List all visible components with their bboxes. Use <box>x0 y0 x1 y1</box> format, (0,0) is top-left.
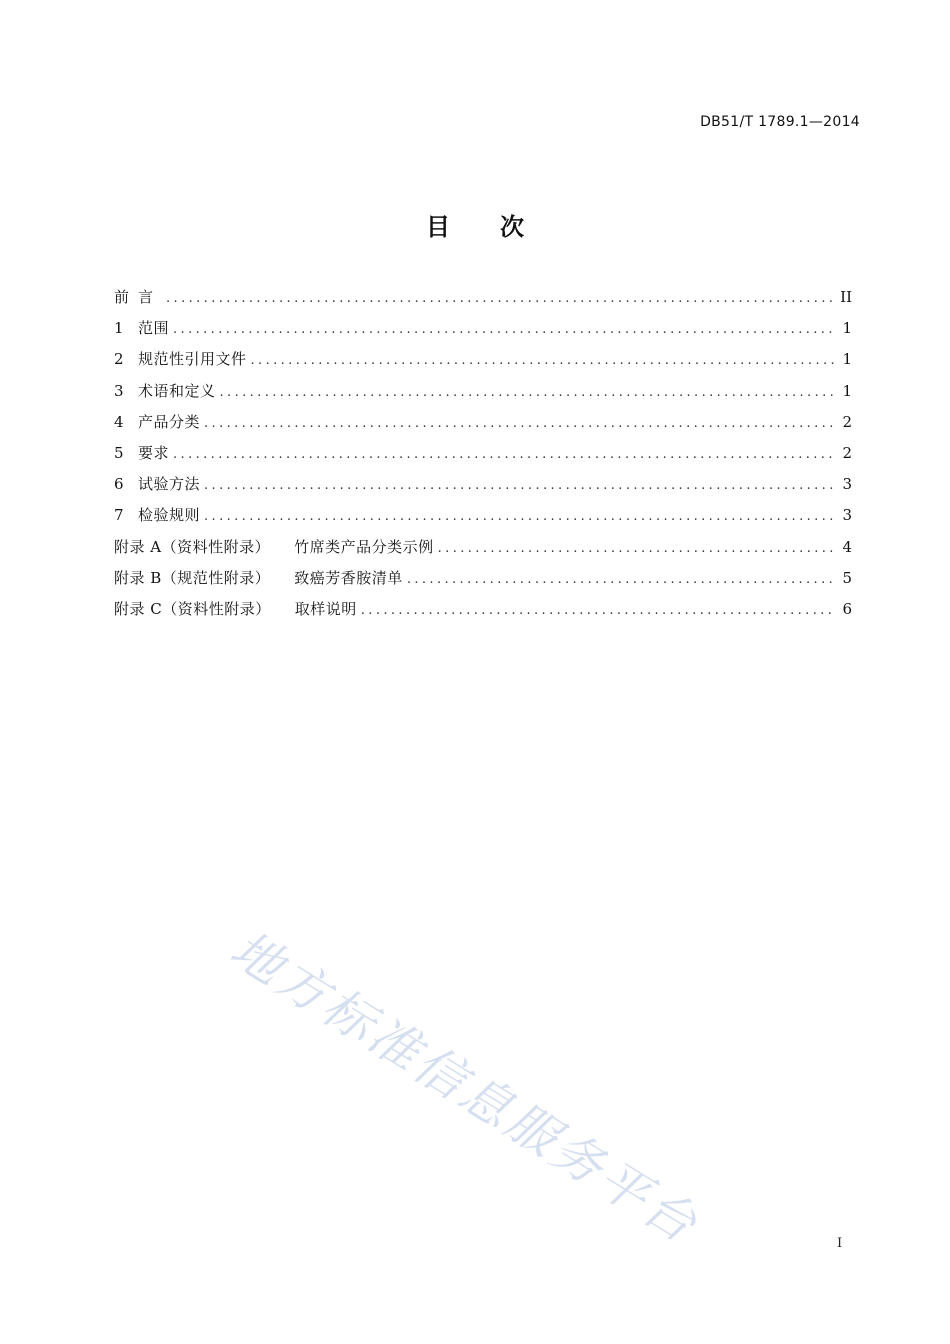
toc-item-terms-definitions[interactable] <box>114 380 852 411</box>
toc-appendix-label: 附录 B（规范性附录） <box>114 568 271 587</box>
toc-page-number: 1 <box>842 350 852 369</box>
toc-number: 2 <box>114 350 124 369</box>
toc-leader-dots <box>204 475 834 497</box>
toc-page-number: 1 <box>842 381 852 400</box>
toc-appendix-title: 取样说明 <box>294 599 357 618</box>
toc-appendix-label: 附录 C（资料性附录） <box>114 599 271 618</box>
toc-item-inspection-rules[interactable] <box>114 504 852 535</box>
toc-leader-dots <box>173 444 834 466</box>
toc-page-number: 2 <box>842 412 852 431</box>
toc-leader-dots <box>251 350 834 372</box>
toc-leader-dots <box>204 506 834 528</box>
table-of-contents <box>114 286 852 629</box>
toc-item-foreword[interactable] <box>114 286 852 317</box>
toc-number: 6 <box>114 475 124 494</box>
toc-leader-dots <box>173 319 834 341</box>
toc-page-number: 6 <box>842 599 852 618</box>
toc-item-normative-references[interactable] <box>114 348 852 379</box>
toc-leader-dots <box>220 382 834 404</box>
toc-label: 试验方法 <box>138 475 201 494</box>
toc-label: 规范性引用文件 <box>138 350 247 369</box>
toc-number: 3 <box>114 381 124 400</box>
toc-number: 4 <box>114 412 124 431</box>
watermark: 地方标准信息服务平台 <box>220 919 710 1256</box>
toc-label: 前言 <box>114 288 163 306</box>
document-code: DB51/T 1789.1—2014 <box>700 114 860 130</box>
toc-item-classification[interactable] <box>114 411 852 442</box>
toc-leader-dots <box>204 413 834 435</box>
toc-page-number: 2 <box>842 443 852 462</box>
toc-page-number: 1 <box>842 319 852 338</box>
toc-item-requirements[interactable] <box>114 442 852 473</box>
toc-number: 1 <box>114 319 124 338</box>
toc-appendix-title: 致癌芳香胺清单 <box>294 568 403 587</box>
toc-item-appendix-c[interactable] <box>114 598 852 629</box>
toc-leader-dots <box>438 538 834 560</box>
toc-leader-dots <box>407 569 834 591</box>
toc-item-test-methods[interactable] <box>114 473 852 504</box>
page-title: 目次 <box>426 213 574 241</box>
toc-number: 5 <box>114 443 124 462</box>
toc-appendix-label: 附录 A（资料性附录） <box>114 537 271 556</box>
toc-leader-dots <box>361 600 834 622</box>
toc-number: 7 <box>114 506 124 525</box>
toc-page-number: 3 <box>842 475 852 494</box>
toc-label: 检验规则 <box>138 506 201 525</box>
toc-label: 产品分类 <box>138 412 201 431</box>
page-number: I <box>837 1236 843 1251</box>
toc-page-number: II <box>840 288 852 306</box>
toc-page-number: 5 <box>842 568 852 587</box>
toc-appendix-title: 竹席类产品分类示例 <box>294 537 434 556</box>
toc-label: 范围 <box>138 319 170 338</box>
toc-item-scope[interactable] <box>114 317 852 348</box>
toc-page-number: 3 <box>842 506 852 525</box>
toc-label: 要求 <box>138 443 170 462</box>
toc-label: 术语和定义 <box>138 381 216 400</box>
toc-item-appendix-b[interactable] <box>114 567 852 598</box>
toc-page-number: 4 <box>842 537 852 556</box>
toc-leader-dots <box>166 288 834 310</box>
toc-item-appendix-a[interactable] <box>114 536 852 567</box>
